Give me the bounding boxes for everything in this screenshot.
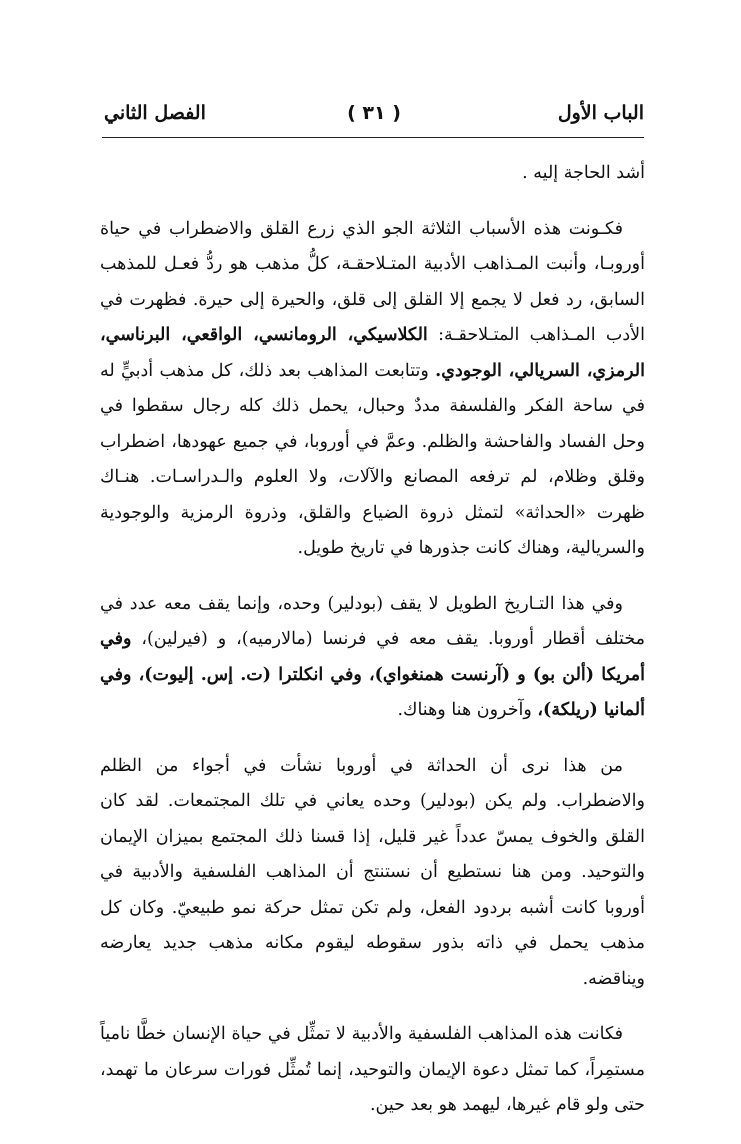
paragraph-3-lead: وفي هذا التـاريخ الطويل لا يقف (بودلير) وحده، وإنما يقف معه عدد في مختلف أقطار أوروبا. يقف معه في فرنسا (مالارميه)، و (فيرلين)،	[100, 593, 645, 649]
paragraph-3-end: وآخرون هنا وهناك.	[397, 700, 532, 720]
paragraph-1: أشد الحاجة إليه .	[522, 163, 645, 183]
paragraph-5: فكانت هذه المذاهب الفلسفية والأدبية لا تمثِّل في حياة الإنسان خطَّا نامياً مستمِراً، كما تمثل دعوة الإيمان والتوحيد، إنما تُمثِّل فورات سرعان ما تهمد، حتى ولو قام غيرها، ليهمد هو بعد حين.	[100, 1024, 645, 1115]
writers-list: وفي أمريكا (ألن بو) و (آرنست همنغواي)، وفي انكلترا (ت. إس. إليوت)، وفي ألمانيا (ريلكة)،	[100, 629, 645, 720]
paragraph-4: من هذا نرى أن الحداثة في أوروبا نشأت في أجواء من الظلم والاضطراب. ولم يكن (بودلير) وحده يعاني في تلك المجتمعات. لقد كان القلق والخوف يمسّ عدداً غير قليل، إذا قسنا ذلك المجتمع بميزان الإيمان والتوحيد. ومن هنا نستطيع أن نستنتج أن المذاهب الفلسفية والأدبية في أوروبا كانت أشبه بردود الفعل، ولم تكن تمثل حركة نمو طبيعيّ. وكان كل مذهب يحمل في ذاته بذور سقوطه ليقوم مكانه مذهب جديد يعارضه ويناقضه.	[100, 755, 645, 989]
paragraph-3	[100, 587, 645, 729]
paragraph-2	[100, 212, 645, 567]
body-text	[100, 156, 645, 1144]
paragraph-2-lead: فكـونت هذه الأسباب الثلاثة الجو الذي زرع القلق والاضطراب في حياة أوروبـا، وأنبت المـذاهب الأدبية المتـلاحقـة، كلُّ مذهب هو ردُّ فعـل للمذهب السابق، رد فعل لا يجمع إلا القلق إلى قلق، والحيرة إلى حيرة. فظهرت في الأدب المـذاهب المتـلاحقـة:	[100, 218, 645, 345]
paragraph-2-rest: وتتابعت المذاهب بعد ذلك، كل مذهب أدبيٍّ له في ساحة الفكر والفلسفة مددٌ وحبال، يحمل ذلك كله رجال سقطوا في وحل الفساد والفاحشة والظلم. وعمَّ في أوروبا، في جميع عهودها، اضطراب وقلق وظلام، لم ترفعه المصانع والآلات، ولا العلوم والـدراسـات. هنـاك ظهرت «الحداثة» لتمثل ذروة الضياع والقلق، وذروة الرمزية والوجودية والسريالية، وهناك كانت جذورها في تاريخ طويل.	[100, 360, 645, 558]
chapter-title: الفصل الثاني	[104, 102, 206, 124]
header-divider	[102, 137, 644, 138]
page-number: ( ٣١ )	[347, 102, 401, 124]
part-title: الباب الأول	[557, 102, 644, 124]
literary-schools-list: الكلاسيكي، الرومانسي، الواقعي، البرناسي، الرمزي، السريالي، الوجودي.	[100, 325, 645, 381]
running-header	[104, 102, 644, 134]
